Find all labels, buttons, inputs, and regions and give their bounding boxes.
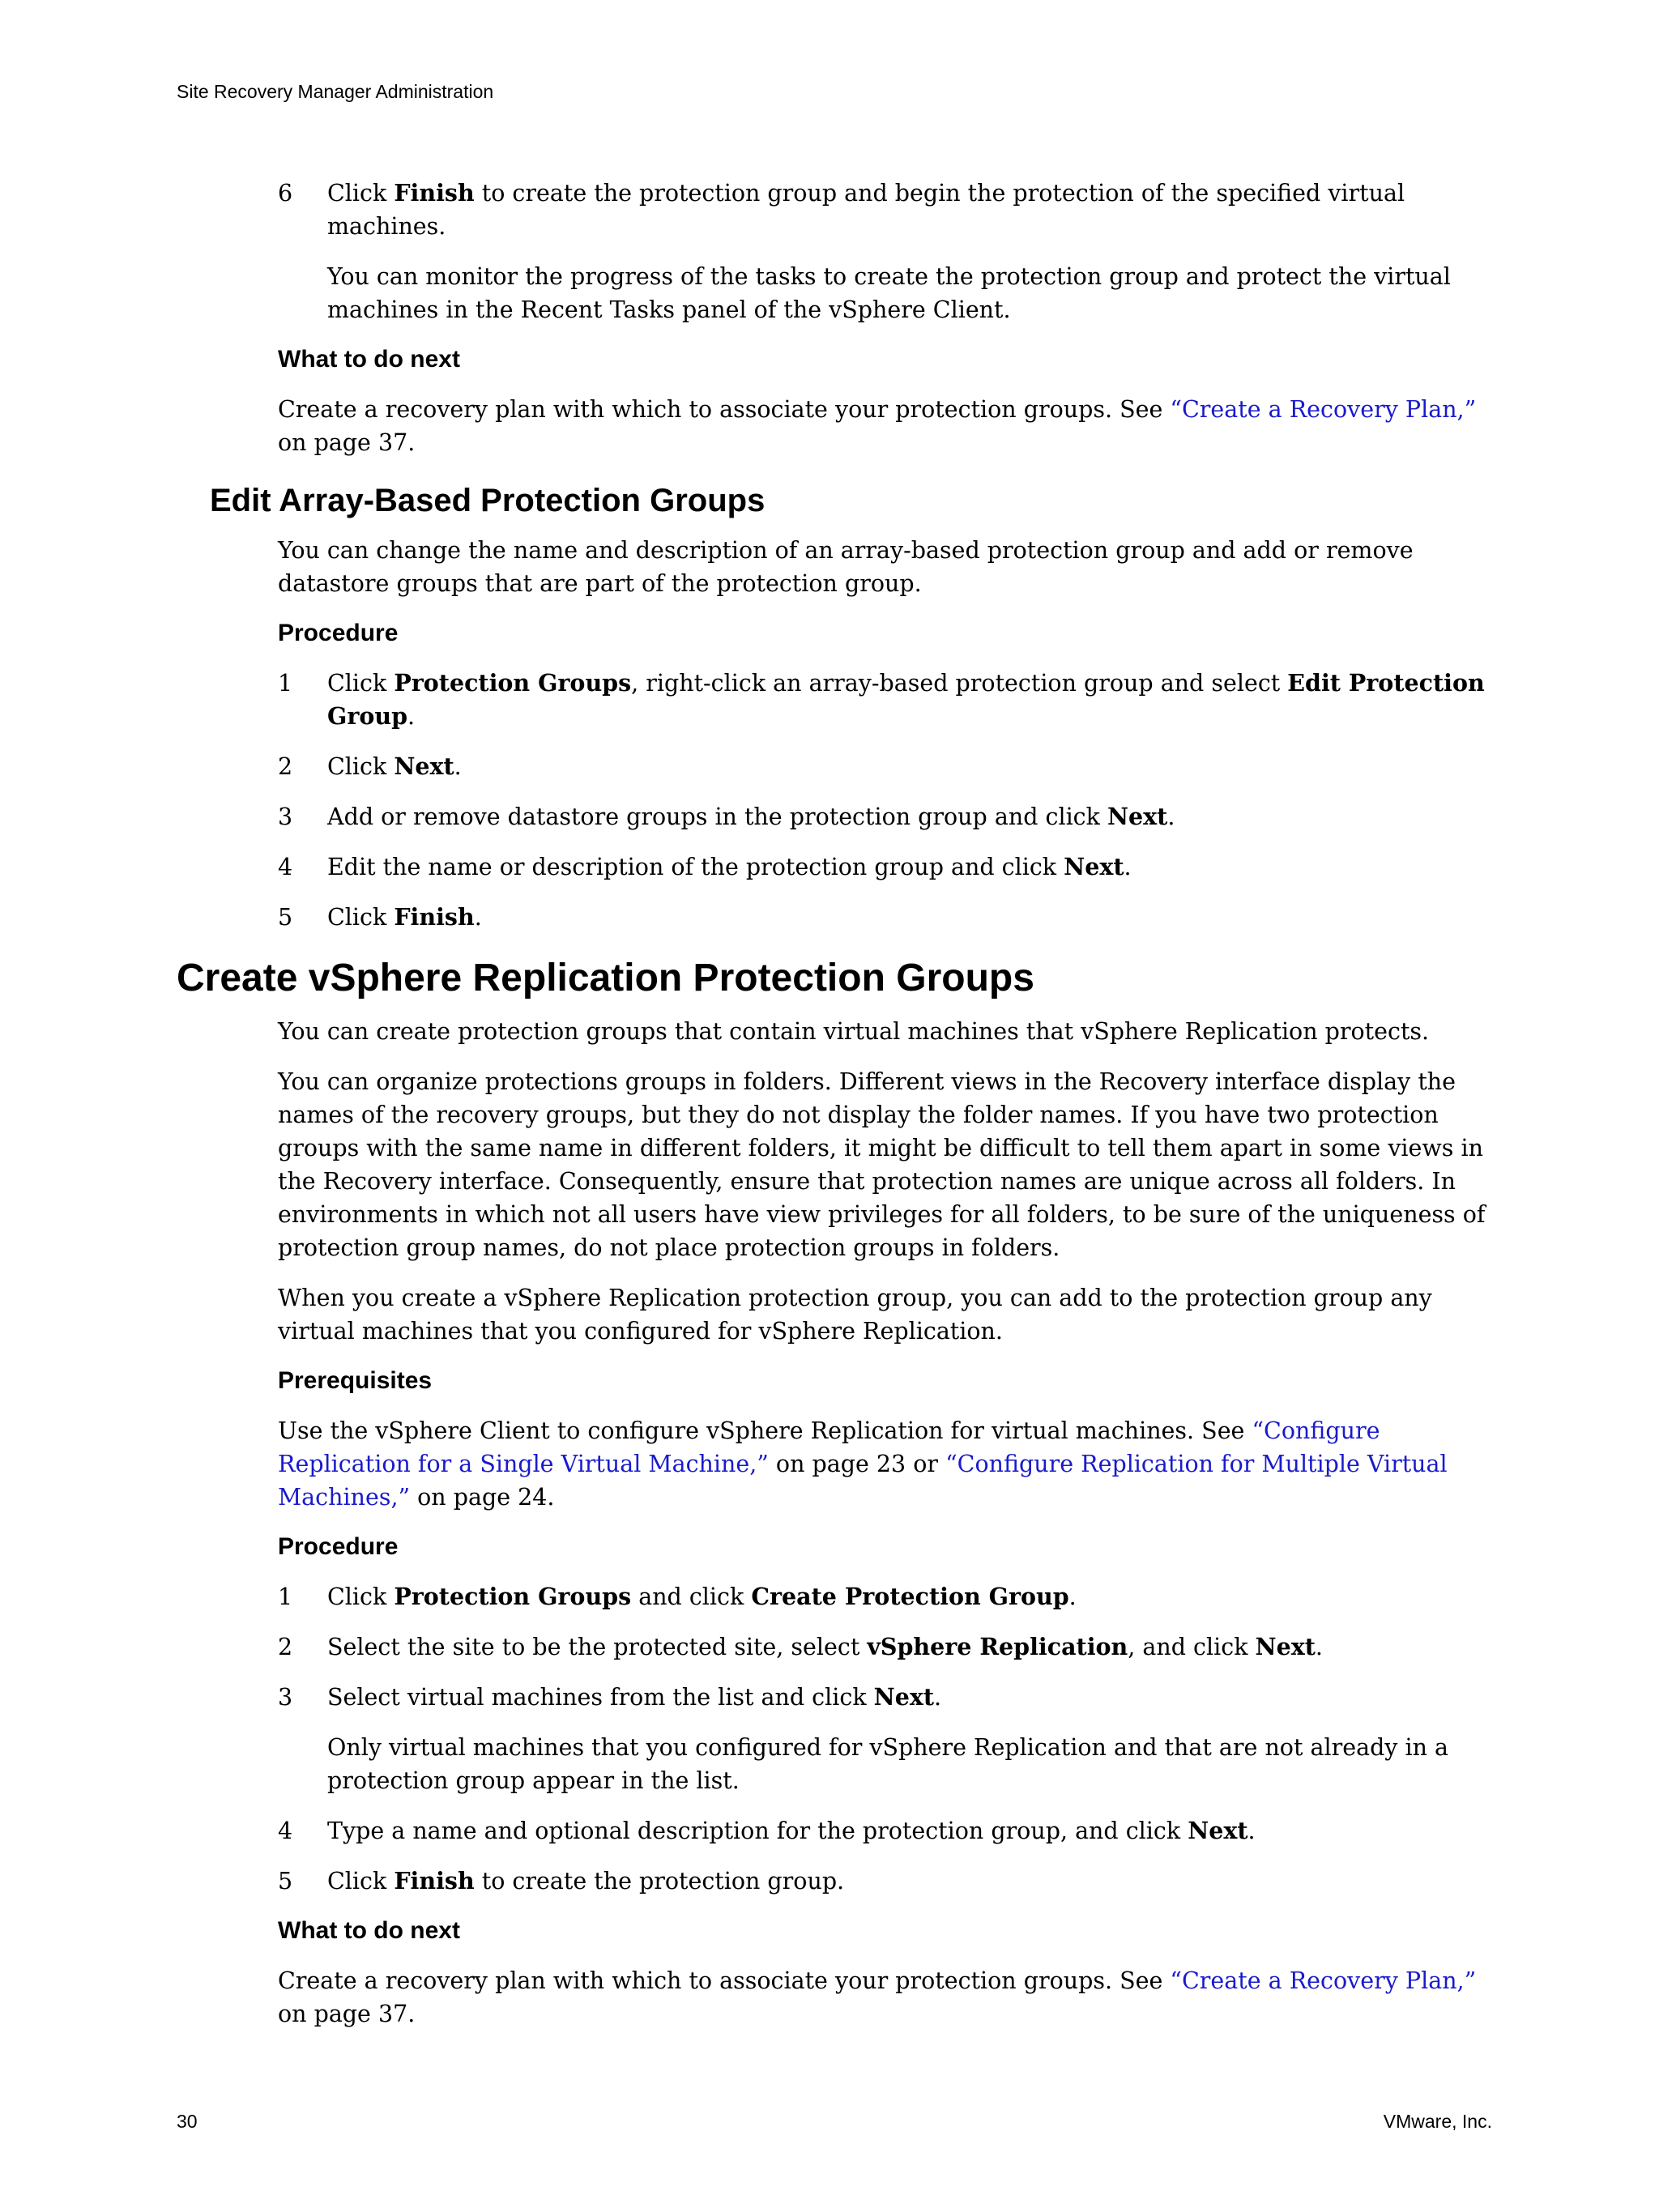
ui-term: Finish — [394, 179, 475, 207]
step-text-post: . — [474, 904, 482, 931]
page-content — [0, 177, 1659, 2048]
ui-term: Finish — [394, 903, 475, 931]
step-6-note: You can monitor the progress of the tasks to create the protection group and protect the virtual machines in the Recent Tasks panel of the vSphere Client. — [327, 263, 1451, 323]
step-6 — [278, 177, 1493, 243]
cross-reference-link[interactable]: “Configure Replication for a Single Virtual Machine,” — [278, 1417, 1380, 1477]
create-step-3-note: Only virtual machines that you configured for vSphere Replication and that are not already in a protection group appear in the list. — [327, 1734, 1448, 1794]
step-number: 1 — [278, 1583, 293, 1610]
step-text-pre: Click — [327, 904, 394, 931]
create-step-3 — [278, 1681, 1493, 1714]
text-mid: on page 23 or — [768, 1451, 946, 1477]
step-text-post: . — [454, 753, 462, 780]
ui-term: Finish — [394, 1867, 475, 1894]
ui-term: Edit Protection Group — [327, 669, 1485, 730]
step-text-post: . — [1247, 1818, 1256, 1844]
step-text-mid: , right-click an array-based protection group and select — [631, 670, 1288, 697]
what-to-do-next-text — [278, 393, 1493, 459]
ui-term: Next — [1255, 1633, 1316, 1660]
ui-term: vSphere Replication — [867, 1633, 1128, 1660]
step-number: 3 — [278, 803, 293, 830]
edit-step-3 — [278, 800, 1493, 833]
create-step-4 — [278, 1814, 1493, 1848]
step-text — [327, 1630, 1493, 1664]
cross-reference-link[interactable]: “Create a Recovery Plan,” — [1170, 396, 1477, 423]
step-text — [327, 1865, 1493, 1898]
ui-term: Protection Groups — [394, 669, 632, 697]
ui-term: Next — [873, 1683, 935, 1711]
create-para-3: When you create a vSphere Replication protection group, you can add to the protection group any virtual machines that you configured for vSphere Replication. — [278, 1285, 1432, 1345]
step-number: 1 — [278, 670, 293, 697]
step-text — [327, 667, 1493, 733]
step-text — [327, 1580, 1493, 1613]
ui-term: Next — [394, 752, 454, 780]
what-to-do-next-text — [278, 1964, 1493, 2031]
step-text-post: . — [407, 703, 416, 730]
what-to-do-next-heading: What to do next — [278, 1917, 460, 1944]
step-text-pre: Type a name and optional description for the protection group, and click — [327, 1818, 1188, 1844]
prerequisites-heading: Prerequisites — [278, 1367, 433, 1394]
step-text-pre: Select virtual machines from the list and click — [327, 1684, 874, 1711]
text-post: on page 37. — [278, 429, 416, 456]
step-number: 5 — [278, 904, 293, 931]
edit-step-5 — [278, 901, 1493, 934]
edit-step-2 — [278, 750, 1493, 783]
procedure-heading: Procedure — [278, 1533, 399, 1560]
section-heading-create: Create vSphere Replication Protection Groups — [177, 957, 1034, 999]
text-pre: Use the vSphere Client to configure vSphere Replication for virtual machines. See — [278, 1417, 1252, 1444]
prerequisites-text — [278, 1414, 1493, 1514]
text-post: on page 24. — [410, 1484, 555, 1511]
step-text-pre: Click — [327, 180, 394, 207]
step-number: 4 — [278, 1818, 293, 1844]
text-post: on page 37. — [278, 2001, 416, 2027]
step-text-mid: , and click — [1128, 1634, 1256, 1660]
step-text-pre: Click — [327, 753, 394, 780]
step-text — [327, 1681, 1493, 1714]
ui-term: Create Protection Group — [751, 1583, 1069, 1610]
edit-step-4 — [278, 850, 1493, 884]
step-text-pre: Edit the name or description of the protection group and click — [327, 854, 1064, 880]
create-step-5 — [278, 1865, 1493, 1898]
procedure-heading: Procedure — [278, 620, 399, 646]
text-pre: Create a recovery plan with which to associate your protection groups. See — [278, 396, 1171, 423]
step-text — [327, 800, 1493, 833]
step-number: 2 — [278, 1634, 293, 1660]
step-text — [327, 901, 1493, 934]
step-text — [327, 1814, 1493, 1848]
cross-reference-link[interactable]: “Configure Replication for Multiple Virtual Machines,” — [278, 1451, 1448, 1511]
step-text-post: . — [1068, 1583, 1077, 1610]
running-header: Site Recovery Manager Administration — [177, 81, 494, 102]
step-text-pre: Add or remove datastore groups in the protection group and click — [327, 803, 1107, 830]
step-text-post: to create the protection group. — [474, 1868, 845, 1894]
edit-intro: You can change the name and description of an array-based protection group and add or remove datastore groups that are part of the protection group. — [278, 537, 1414, 597]
page-number: 30 — [177, 2111, 198, 2132]
step-text-post: to create the protection group and begin the protection of the specified virtual machines. — [327, 180, 1405, 240]
edit-step-1 — [278, 667, 1493, 733]
step-text-mid: and click — [631, 1583, 752, 1610]
step-number: 3 — [278, 1684, 293, 1711]
ui-term: Next — [1188, 1817, 1248, 1844]
step-text-post: . — [934, 1684, 942, 1711]
create-step-2 — [278, 1630, 1493, 1664]
step-text-pre: Click — [327, 670, 394, 697]
text-pre: Create a recovery plan with which to associate your protection groups. See — [278, 1967, 1171, 1994]
cross-reference-link[interactable]: “Create a Recovery Plan,” — [1170, 1967, 1477, 1994]
step-text-post: . — [1167, 803, 1175, 830]
step-text-post: . — [1315, 1634, 1323, 1660]
step-text-pre: Click — [327, 1583, 394, 1610]
create-para-1: You can create protection groups that contain virtual machines that vSphere Replication protects. — [278, 1018, 1430, 1045]
step-number: 5 — [278, 1868, 293, 1894]
step-number: 4 — [278, 854, 293, 880]
publisher-name: VMware, Inc. — [1383, 2111, 1492, 2132]
ui-term: Next — [1107, 803, 1168, 830]
ui-term: Protection Groups — [394, 1583, 632, 1610]
step-text-post: . — [1124, 854, 1132, 880]
step-number: 6 — [278, 180, 293, 207]
create-step-1 — [278, 1580, 1493, 1613]
step-text — [327, 177, 1493, 243]
step-number: 2 — [278, 753, 293, 780]
step-text — [327, 850, 1493, 884]
step-text-pre: Select the site to be the protected site, select — [327, 1634, 868, 1660]
what-to-do-next-heading: What to do next — [278, 346, 460, 373]
step-text — [327, 750, 1493, 783]
step-text-pre: Click — [327, 1868, 394, 1894]
create-para-2: You can organize protections groups in folders. Different views in the Recovery interface display the names of the recovery groups, but they do not display the folder names. If you have two protection groups with the same name in different folders, it might be difficult to tell them apart in some views in the Recovery interface. Consequently, ensure that protection names are unique across all folders. In environments in which not all users have view privileges for all folders, to be sure of the uniqueness of protection group names, do not place protection groups in folders. — [278, 1068, 1486, 1261]
section-heading-edit: Edit Array-Based Protection Groups — [210, 483, 766, 518]
ui-term: Next — [1064, 853, 1124, 880]
